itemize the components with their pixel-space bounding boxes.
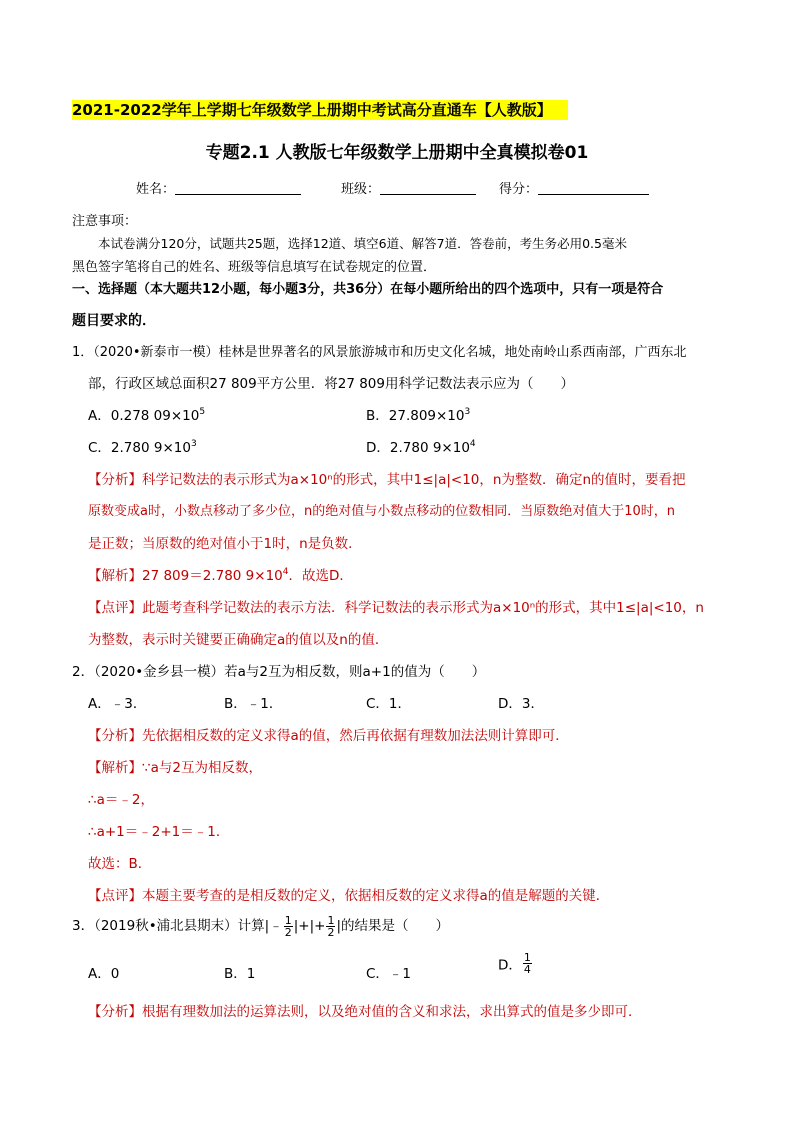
solution-tag: 【解析】 bbox=[88, 760, 142, 776]
solution-tag: 【解析】 bbox=[88, 568, 142, 584]
name-label: 姓名： bbox=[136, 182, 176, 197]
q2-solution-line-2: ∴a＝﹣2， bbox=[88, 792, 154, 808]
q3-option-a: A．0 bbox=[88, 966, 120, 982]
score-label: 得分： bbox=[499, 182, 539, 197]
name-blank bbox=[175, 180, 301, 195]
q1-solution: 【解析】27 809＝2.780 $9\times 10^4$．故选D． bbox=[88, 567, 353, 584]
q2-option-a: A．﹣3． bbox=[88, 696, 147, 712]
comment-tag: 【点评】 bbox=[88, 888, 142, 904]
analysis-tag: 【分析】 bbox=[88, 728, 142, 744]
q3-option-c: C．﹣1 bbox=[366, 966, 412, 982]
q3-analysis: 【分析】根据有理数加法的运算法则，以及绝对值的含义和求法，求出算式的值是多少即可． bbox=[88, 1004, 642, 1020]
q1-analysis-line-3: 是正数；当原数的绝对值小于1时，n是负数． bbox=[88, 536, 362, 552]
comment-tag: 【点评】 bbox=[88, 600, 142, 616]
q1-comment-line-1: 【点评】此题考查科学记数法的表示方法．科学记数法的表示形式为a×10ⁿ的形式，其中1≤|a|<10，n bbox=[88, 600, 704, 616]
q2-solution-line-3: ∴a+1＝﹣2+1＝﹣1． bbox=[88, 824, 230, 840]
class-label: 班级： bbox=[341, 182, 381, 197]
q3-option-d: D． $\frac{1}{4}$ bbox=[498, 951, 531, 976]
notice-line-2: 黑色签字笔将自己的姓名、班级等信息填写在试卷规定的位置． bbox=[72, 260, 437, 275]
fraction: $\frac{1}{2}$ bbox=[284, 913, 292, 939]
q2-option-b: B．﹣1． bbox=[224, 696, 283, 712]
page-title: 专题2.1 人教版七年级数学上册期中全真模拟卷01 bbox=[205, 143, 589, 163]
notice-heading: 注意事项： bbox=[72, 214, 138, 229]
q2-analysis: 【分析】先依据相反数的定义求得a的值，然后再依据有理数加法法则计算即可． bbox=[88, 728, 569, 744]
score-field bbox=[499, 178, 649, 197]
q1-analysis-line-2: 原数变成a时，小数点移动了多少位，n的绝对值与小数点移动的位数相同．当原数绝对值大于10时，n bbox=[88, 504, 675, 519]
analysis-tag: 【分析】 bbox=[88, 1004, 142, 1020]
notice-line-1: 本试卷满分120分，试题共25题，选择12道、填空6道、解答7道．答卷前，考生务必用0.5毫米 bbox=[98, 236, 627, 251]
q1-option-b: B．$27.809\times 10^3$ bbox=[366, 407, 471, 424]
q3-option-b: B．1 bbox=[224, 966, 256, 982]
fraction: $\frac{1}{2}$ bbox=[327, 913, 335, 939]
q2-solution-line-4: 故选：B． bbox=[88, 856, 152, 872]
q2-comment: 【点评】本题主要考查的是相反数的定义，依据相反数的定义求得a的值是解题的关键． bbox=[88, 888, 610, 904]
q1-analysis-line-1: 【分析】科学记数法的表示形式为a×10ⁿ的形式，其中1≤|a|<10，n为整数．确定n的值时，要看把 bbox=[88, 472, 686, 488]
q2-option-d: D．3． bbox=[498, 696, 544, 712]
q1-comment-line-2: 为整数，表示时关键要正确确定a的值以及n的值． bbox=[88, 632, 389, 648]
fraction: $\frac{1}{4}$ bbox=[523, 951, 531, 976]
q1-option-a: A．0.278 $09\times 10^5$ bbox=[88, 407, 206, 424]
class-blank bbox=[380, 180, 476, 195]
q1-option-c: C．2.780 $9\times 10^3$ bbox=[88, 439, 197, 456]
section-heading-line-1: 一、选择题（本大题共12小题，每小题3分，共36分）在每小题所给出的四个选项中，只有一项是符合 bbox=[72, 282, 664, 297]
q2-solution-line-1: 【解析】∵a与2互为相反数， bbox=[88, 760, 262, 776]
q1-option-d: D．2.780 $9\times 10^4$ bbox=[366, 439, 476, 456]
q1-stem-line-2: 部，行政区域总面积27 809平方公里．将27 809用科学记数法表示应为（ ） bbox=[88, 376, 574, 392]
score-blank bbox=[538, 180, 649, 195]
section-heading-line-2: 题目要求的． bbox=[72, 313, 156, 329]
class-field bbox=[341, 178, 476, 197]
header-banner: 2021-2022学年上学期七年级数学上册期中考试高分直通车【人教版】 bbox=[72, 100, 568, 120]
q2-option-c: C．1． bbox=[366, 696, 412, 712]
q2-stem: 2．（2020•金乡县一模）若a与2互为相反数，则a+1的值为（ ） bbox=[72, 664, 486, 680]
q1-stem-line-1: 1．（2020•新泰市一模）桂林是世界著名的风景旅游城市和历史文化名城，地处南岭山系西南部，广西东北 bbox=[72, 345, 687, 360]
analysis-tag: 【分析】 bbox=[88, 472, 142, 488]
q3-stem: 3．（2019秋•浦北县期末）计算|﹣ $\frac{1}{2}$ |+|+ $\frac{1}{2}$ |的结果是（ ） bbox=[72, 913, 450, 939]
name-field bbox=[136, 178, 301, 197]
